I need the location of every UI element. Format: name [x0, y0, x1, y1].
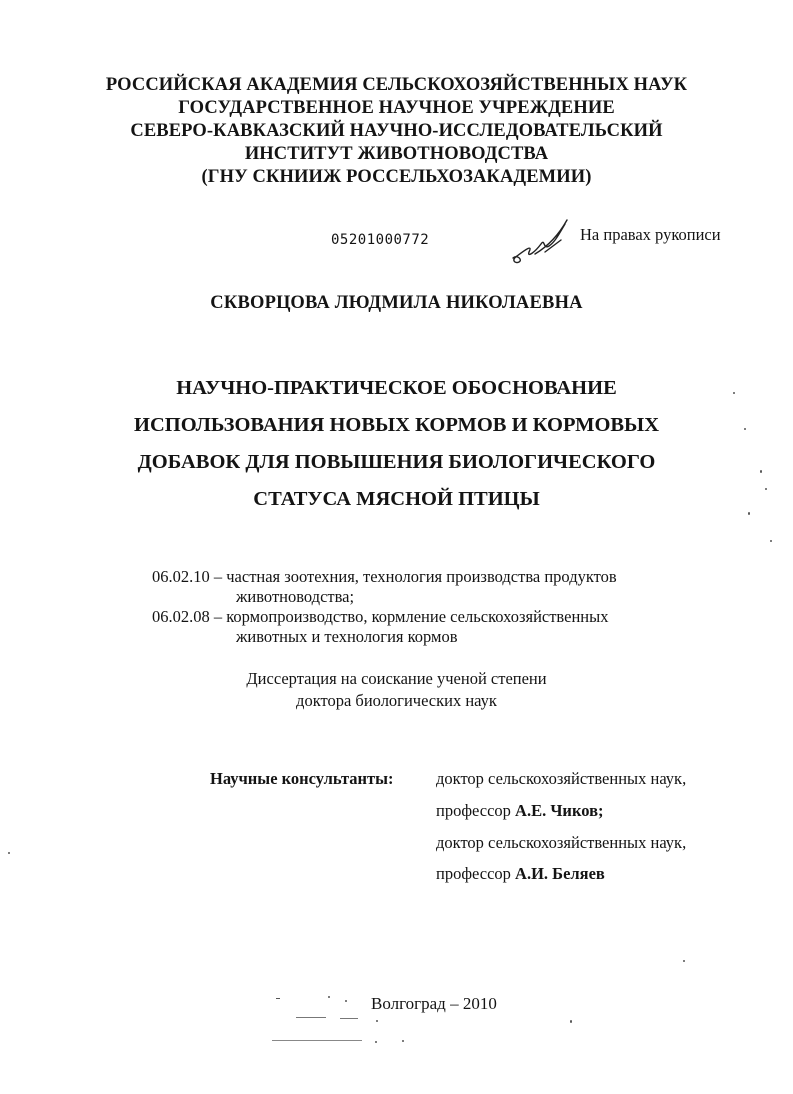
specialty-line: животноводства; [236, 587, 355, 606]
consultant-line [436, 801, 603, 821]
consultant-title: профессор [436, 801, 511, 820]
consultant-title: профессор [436, 864, 511, 883]
title-line: ИСПОЛЬЗОВАНИЯ НОВЫХ КОРМОВ И КОРМОВЫХ [134, 414, 659, 436]
org-line: (ГНУ СКНИИЖ РОССЕЛЬХОЗАКАДЕМИИ) [201, 167, 592, 187]
specialty-line: животных и технология кормов [236, 627, 458, 646]
specialty-line: 06.02.08 – кормопроизводство, кормление сельскохозяйственных [152, 607, 609, 626]
degree-line: Диссертация на соискание ученой степени [246, 669, 547, 688]
org-line: ИНСТИТУТ ЖИВОТНОВОДСТВА [244, 144, 549, 164]
consultant-degree: доктор сельскохозяйственных наук, [436, 769, 687, 788]
title-line: ДОБАВОК ДЛЯ ПОВЫШЕНИЯ БИОЛОГИЧЕСКОГО [137, 451, 656, 473]
signature-icon [505, 214, 583, 270]
rights-note: На правах рукописи [580, 225, 721, 244]
degree-line: доктора биологических наук [296, 691, 497, 710]
dissertation-title [0, 370, 793, 518]
title-line: НАУЧНО-ПРАКТИЧЕСКОЕ ОБОСНОВАНИЕ [176, 377, 617, 399]
org-line: ГОСУДАРСТВЕННОЕ НАУЧНОЕ УЧРЕЖДЕНИЕ [178, 98, 615, 118]
consultant-line [436, 864, 605, 884]
city-year: Волгоград – 2010 [371, 994, 497, 1013]
author-name: СКВОРЦОВА ЛЮДМИЛА НИКОЛАЕВНА [210, 293, 583, 313]
organization-header [0, 74, 793, 189]
title-line: СТАТУСА МЯСНОЙ ПТИЦЫ [253, 488, 540, 510]
consultant-name: А.И. Беляев [515, 864, 605, 883]
consultant-name: А.Е. Чиков; [515, 801, 604, 820]
library-code: 05201000772 [331, 232, 430, 248]
degree-note [0, 668, 793, 712]
consultants-label: Научные консультанты: [210, 769, 394, 788]
consultant-degree: доктор сельскохозяйственных наук, [436, 833, 687, 852]
specialty-line: 06.02.10 – частная зоотехния, технология производства продуктов [152, 567, 617, 586]
org-line: СЕВЕРО-КАВКАЗСКИЙ НАУЧНО-ИССЛЕДОВАТЕЛЬСКИЙ [130, 121, 663, 141]
org-line: РОССИЙСКАЯ АКАДЕМИЯ СЕЛЬСКОХОЗЯЙСТВЕННЫХ НАУК [105, 75, 688, 95]
